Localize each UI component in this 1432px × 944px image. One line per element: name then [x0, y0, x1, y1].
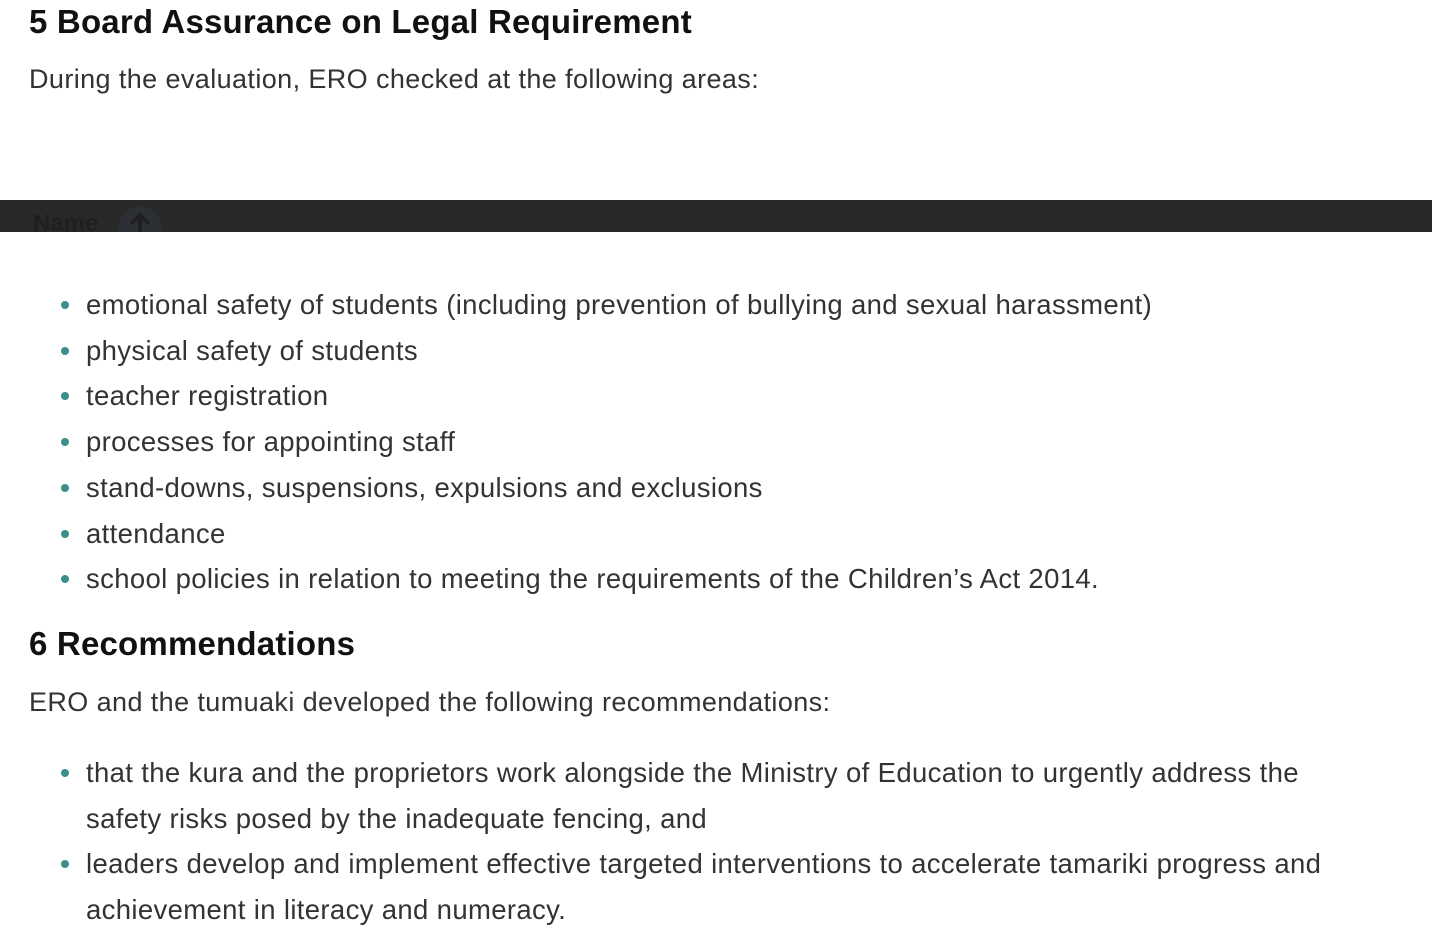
bullet-icon: [61, 392, 69, 400]
bullet-icon: [61, 301, 69, 309]
table-header-bar: [0, 200, 1432, 232]
list-item: leaders develop and implement effective targeted interventions to accelerate tamariki progress and achievement in literacy and numeracy.: [0, 841, 1336, 932]
section-5-intro: During the evaluation, ERO checked at the following areas:: [29, 64, 760, 94]
list-item: physical safety of students: [0, 328, 1336, 374]
bullet-icon: [61, 484, 69, 492]
list-item: school policies in relation to meeting the requirements of the Children’s Act 2014.: [0, 556, 1336, 602]
list-item: that the kura and the proprietors work alongside the Ministry of Education to urgently address the safety risks posed by the inadequate fencing, and: [0, 750, 1336, 841]
list-item: emotional safety of students (including prevention of bullying and sexual harassment): [0, 282, 1336, 328]
bullet-icon: [61, 860, 69, 868]
bullet-icon: [61, 530, 69, 538]
section-6-heading: 6 Recommendations: [29, 625, 356, 662]
recommendations-list: [0, 750, 1400, 933]
bullet-icon: [61, 575, 69, 583]
bullet-icon: [61, 769, 69, 777]
section-6-intro: ERO and the tumuaki developed the following recommendations:: [29, 687, 831, 717]
bullet-icon: [61, 347, 69, 355]
column-header-name[interactable]: Name: [33, 210, 99, 232]
list-item: teacher registration: [0, 373, 1336, 419]
list-item: attendance: [0, 511, 1336, 557]
sort-ascending-button[interactable]: [118, 206, 162, 232]
arrow-up-icon: [128, 212, 152, 232]
list-item: processes for appointing staff: [0, 419, 1336, 465]
list-item: stand-downs, suspensions, expulsions and exclusions: [0, 465, 1336, 511]
bullet-icon: [61, 438, 69, 446]
legal-requirements-list: [0, 282, 1400, 602]
section-5-heading: 5 Board Assurance on Legal Requirement: [29, 3, 692, 40]
